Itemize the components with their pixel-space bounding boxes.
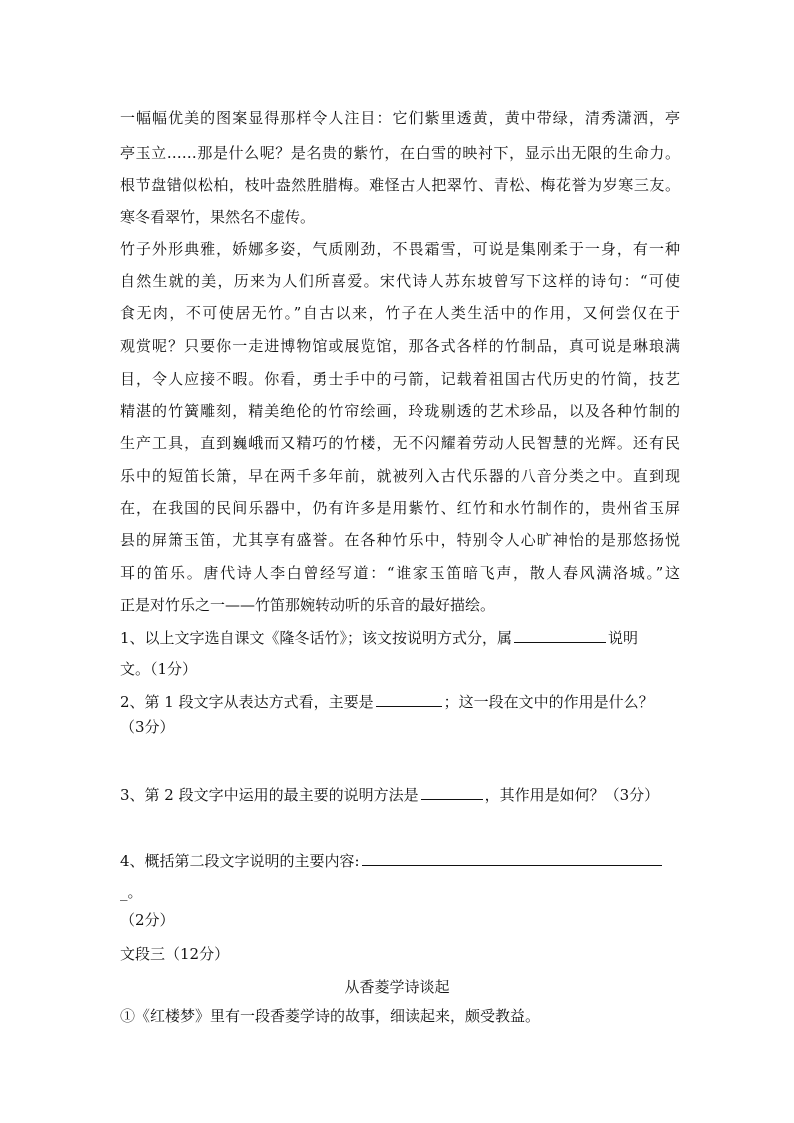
passage-line: 目，令人应接不暇。你看，勇士手中的弓箭，记载着祖国古代历史的竹简，技艺 [120,370,680,388]
question-2-text: 2、第 1 段文字从表达方式看，主要是 [120,693,374,711]
passage-line: 乐中的短笛长箫，早在两千多年前，就被列入古代乐器的八音分类之中。直到现 [120,467,680,485]
question-4-line2: _。 [120,883,143,901]
passage-line: 在，在我国的民间乐器中，仍有许多是用紫竹、红竹和水竹制作的，贵州省玉屏 [120,499,680,517]
answer-blank-1[interactable] [514,627,606,643]
question-3 [120,784,680,805]
passage-line: 竹子外形典雅，娇娜多姿，气质刚劲，不畏霜雪，可说是集刚柔于一身，有一种 [120,240,680,258]
question-2 [120,691,680,712]
question-1-text-after: 说明 [608,629,639,647]
question-4-text: 4、概括第二段文字说明的主要内容: [120,852,360,870]
question-3-text-after: ，其作用是如何？（3分） [484,786,660,804]
answer-blank-4[interactable] [362,850,662,866]
section-paragraph: ①《红楼梦》里有一段香菱学诗的故事，细读起来，颇受教益。 [120,1007,541,1025]
question-2-text-after: ；这一段在文中的作用是什么？ [443,693,654,711]
section-header: 文段三（12分） [120,945,230,963]
answer-blank-3[interactable] [421,784,483,800]
passage-line: 正是对竹乐之一——竹笛那婉转动听的乐音的最好描绘。 [120,596,496,614]
passage-line: 亭玉立……那是什么呢？是名贵的紫竹，在白雪的映衬下，显示出无限的生命力。 [120,144,680,162]
question-4 [120,850,680,871]
question-2-line2: （3分） [120,718,175,736]
question-4-score: （2分） [120,911,175,929]
question-3-text: 3、第 2 段文字中运用的最主要的说明方法是 [120,786,419,804]
passage-line: 自然生就的美，历来为人们所喜爱。宋代诗人苏东坡曾写下这样的诗句：“可使 [120,272,680,290]
question-1-line2: 文。（1分） [120,660,198,678]
passage-line: 生产工具，直到巍峨而又精巧的竹楼，无不闪耀着劳动人民智慧的光辉。还有民 [120,434,680,452]
passage-line: 寒冬看翠竹，果然名不虚传。 [120,208,316,226]
passage-line: 一幅幅优美的图案显得那样令人注目：它们紫里透黄，黄中带绿，清秀潇洒，亭 [120,109,680,127]
passage-line: 根节盘错似松柏，枝叶盎然胜腊梅。难怪古人把翠竹、青松、梅花誉为岁寒三友。 [120,176,680,194]
passage-line: 观赏呢？只要你一走进博物馆或展览馆，那各式各样的竹制品，真可说是琳琅满 [120,337,680,355]
passage-line: 耳的笛乐。唐代诗人李白曾经写道：“谁家玉笛暗飞声，散人春风满洛城。”这 [120,564,680,582]
passage-line: 食无肉，不可使居无竹。”自古以来，竹子在人类生活中的作用，又何尝仅在于 [120,304,680,322]
passage-line: 县的屏箫玉笛，尤其享有盛誉。在各种竹乐中，特别令人心旷神怡的是那悠扬悦 [120,531,680,549]
answer-blank-2[interactable] [376,691,442,707]
passage-line: 精湛的竹簧雕刻，精美绝伦的竹帘绘画，玲珑剔透的艺术珍品，以及各种竹制的 [120,402,680,420]
question-1 [120,627,680,648]
question-1-text: 1、以上文字选自课文《隆冬话竹》；该文按说明方式分，属 [120,629,513,647]
section-title: 从香菱学诗谈起 [344,978,450,996]
